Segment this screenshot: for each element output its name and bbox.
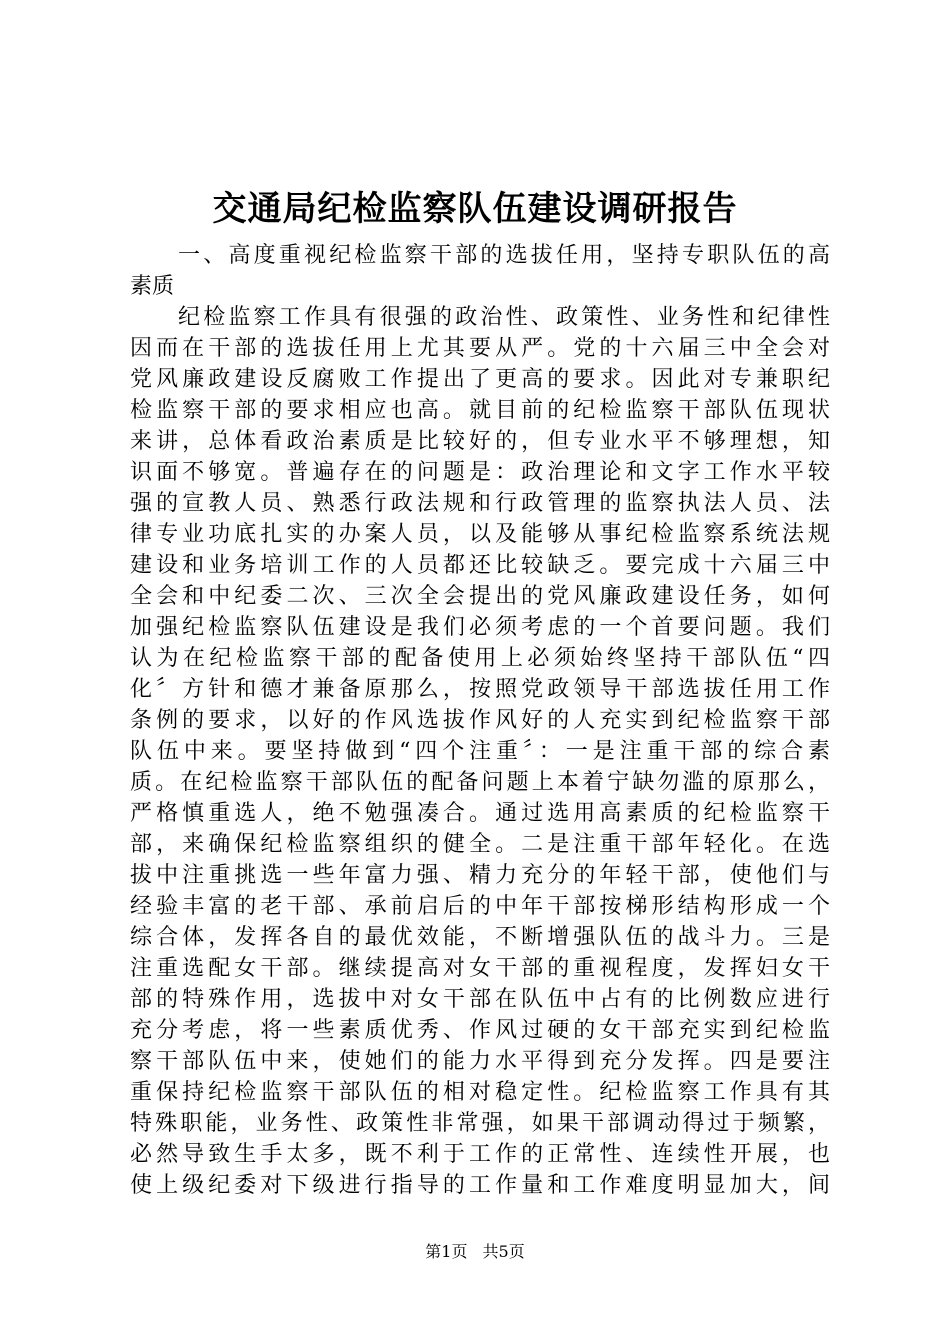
paragraph-line: 质。在纪检监察干部队伍的配备问题上本着宁缺勿滥的原那么，	[130, 770, 830, 795]
paragraph-line: 特殊职能，业务性、政策性非常强，如果干部调动得过于频繁，	[130, 1111, 830, 1136]
paragraph-line: 化〞方针和德才兼备原那么，按照党政领导干部选拔任用工作	[130, 677, 830, 702]
paragraph-line: 检监察干部的要求相应也高。就目前的纪检监察干部队伍现状	[130, 398, 830, 423]
document-body	[130, 240, 830, 1201]
paragraph-line: 律专业功底扎实的办案人员，以及能够从事纪检监察系统法规	[130, 522, 830, 547]
paragraph-line: 经验丰富的老干部、承前启后的中年干部按梯形结构形成一个	[130, 894, 830, 919]
paragraph-line: 部，来确保纪检监察组织的健全。二是注重干部年轻化。在选	[130, 832, 830, 857]
paragraph-line: 队伍中来。要坚持做到“四个注重〞：一是注重干部的综合素	[130, 739, 830, 764]
paragraph-line: 认为在纪检监察干部的配备使用上必须始终坚持干部队伍“四	[130, 646, 830, 671]
paragraph-line: 纪检监察工作具有很强的政治性、政策性、业务性和纪律性	[178, 305, 830, 330]
paragraph-line: 充分考虑，将一些素质优秀、作风过硬的女干部充实到纪检监	[130, 1018, 830, 1043]
paragraph-line: 察干部队伍中来，使她们的能力水平得到充分发挥。四是要注	[130, 1049, 830, 1074]
paragraph-line: 加强纪检监察队伍建设是我们必须考虑的一个首要问题。我们	[130, 615, 830, 640]
paragraph-line: 条例的要求，以好的作风选拔作风好的人充实到纪检监察干部	[130, 708, 830, 733]
paragraph-line: 强的宣教人员、熟悉行政法规和行政管理的监察执法人员、法	[130, 491, 830, 516]
page-number: 第1页	[425, 1242, 468, 1261]
paragraph-line: 党风廉政建设反腐败工作提出了更高的要求。因此对专兼职纪	[130, 367, 830, 392]
section-heading-line: 一、高度重视纪检监察干部的选拔任用，坚持专职队伍的高	[178, 243, 830, 268]
paragraph-line: 严格慎重选人，绝不勉强凑合。通过选用高素质的纪检监察干	[130, 801, 830, 826]
paragraph-line: 使上级纪委对下级进行指导的工作量和工作难度明显加大，间	[130, 1173, 830, 1198]
paragraph-line: 部的特殊作用，选拔中对女干部在队伍中占有的比例数应进行	[130, 987, 830, 1012]
document-title: 交通局纪检监察队伍建设调研报告	[212, 189, 738, 229]
page-total: 共5页	[482, 1242, 525, 1261]
paragraph-line: 识面不够宽。普遍存在的问题是：政治理论和文字工作水平较	[130, 460, 830, 485]
paragraph-line: 必然导致生手太多，既不利于工作的正常性、连续性开展，也	[130, 1142, 830, 1167]
paragraph-line: 全会和中纪委二次、三次全会提出的党风廉政建设任务，如何	[130, 584, 830, 609]
page-footer	[0, 1240, 950, 1264]
paragraph-line: 重保持纪检监察干部队伍的相对稳定性。纪检监察工作具有其	[130, 1080, 830, 1105]
paragraph-line: 建设和业务培训工作的人员都还比较缺乏。要完成十六届三中	[130, 553, 830, 578]
paragraph-line: 因而在干部的选拔任用上尤其要从严。党的十六届三中全会对	[130, 336, 830, 361]
paragraph-line: 注重选配女干部。继续提高对女干部的重视程度，发挥妇女干	[130, 956, 830, 981]
paragraph-line: 来讲，总体看政治素质是比较好的，但专业水平不够理想，知	[130, 429, 830, 454]
paragraph-line: 综合体，发挥各自的最优效能，不断增强队伍的战斗力。三是	[130, 925, 830, 950]
paragraph-line: 拔中注重挑选一些年富力强、精力充分的年轻干部，使他们与	[130, 863, 830, 888]
section-heading-line: 素质	[130, 274, 175, 299]
